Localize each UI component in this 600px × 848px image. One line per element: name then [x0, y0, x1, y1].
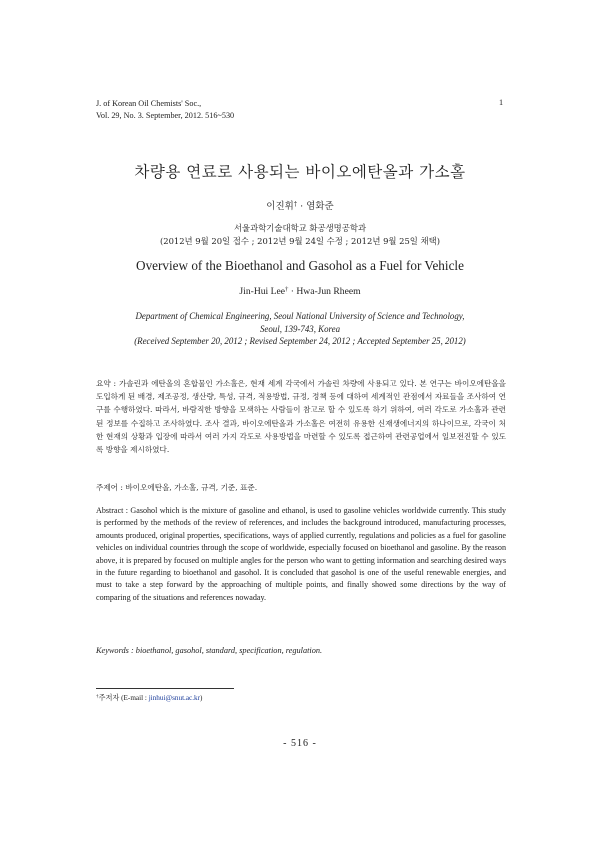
dagger-mark: †: [293, 200, 298, 209]
journal-volume: Vol. 29, No. 3. September, 2012. 516~530: [96, 111, 235, 120]
footnote-suffix: ): [200, 694, 203, 702]
keywords-korean: 주제어 : 바이오에탄올, 가소홀, 규격, 기준, 표준.: [96, 483, 258, 492]
page-number: - 516 -: [283, 738, 317, 749]
author-email: jinhui@snut.ac.kr: [148, 694, 201, 702]
page-index: 1: [499, 98, 504, 107]
author-2-english: Hwa-Jun Rheem: [296, 286, 361, 298]
authors-english: [0, 286, 600, 297]
authors-korean: [0, 198, 600, 212]
dagger-mark: †: [284, 286, 289, 293]
title-korean: 차량용 연료로 사용되는 바이오에탄올과 가소홀: [134, 163, 466, 181]
author-separator: ·: [288, 286, 297, 298]
author-2-korean: 염화준: [306, 201, 334, 212]
keywords-english: Keywords : bioethanol, gasohol, standard, specification, regulation.: [96, 646, 323, 655]
journal-name: J. of Korean Oil Chemists' Soc.,: [96, 99, 202, 108]
department-korean: 서울과학기술대학교 화공생명공학과: [233, 223, 367, 233]
affiliation-korean: [0, 222, 600, 248]
author-separator: ·: [297, 201, 307, 212]
author-1-english: Jin-Hui Lee: [239, 286, 285, 298]
journal-citation: [96, 98, 234, 122]
affiliation-english: [0, 310, 600, 348]
footnote-dagger: †: [96, 694, 99, 700]
department-english: Department of Chemical Engineering, Seoul National University of Science and Technology,: [135, 311, 465, 321]
footnote-prefix: 주저자 (E-mail :: [98, 694, 149, 702]
dates-korean: (2012년 9월 20일 접수 ; 2012년 9월 24일 수정 ; 2012년 9월 25일 채택): [159, 236, 441, 246]
abstract-english: Abstract : Gasohol which is the mixture of gasoline and ethanol, is used to gasoline vehicles worldwide currently. This study is performed by the methods of the review of references, and includes the background introduced, manufacturing processes, amounts produced, original properties, specifications, ways of applied currently, regulations and policies as a fuel for gasoline vehicles on individual countries through the scope of worldwide, especially focused on bioethanol and gasoline. By the reason above, it is prepared by focused on multiple angles for the person who want to getting information and searching desired ways in the future regarding to bioethanol and gasohol. It is concluded that gasohol is one of the useful renewable energies, and must to take a step forward by the approaching of multiple points, and finally showed some directions by the way of comparing of the situations and references nowaday.: [96, 506, 506, 602]
footnote-divider: [96, 688, 234, 689]
abstract-korean: 요약 : 가솔린과 에탄올의 혼합물인 가소홀은, 현재 세계 각국에서 가솔린 차량에 사용되고 있다. 본 연구는 바이오에탄올을 도입하게 된 배경, 제조공정, 생산량, 특성, 규격, 적용방법, 규정, 정책 등에 대하여 세계적인 관점에서 자료들을 조사하여 연구를 수행하였다. 따라서, 바람직한 방향을 모색하는 사람들이 참고로 할 수 있도록 하기 위하여, 여러 각도로 가소홀과 관련된 정보를 수집하고 조사하였다. 조사 결과, 바이오에탄올과 가소홀은 여전히 유용한 신재생에너지의 하나이므로, 각국이 처한 현재의 상황과 입장에 따라서 여러 가지 각도로 사용방법을 마련할 수 있도록 접근하여 관련공업에서 일보전진할 수 있도록 방향을 제시하였다.: [96, 379, 506, 455]
title-english: Overview of the Bioethanol and Gasohol as a Fuel for Vehicle: [136, 258, 464, 273]
dates-english: (Received September 20, 2012 ; Revised September 24, 2012 ; Accepted September 25, 2012): [134, 336, 466, 346]
author-1-korean: 이진휘: [266, 201, 294, 212]
footnote: [96, 693, 202, 703]
city-english: Seoul, 139-743, Korea: [259, 323, 341, 334]
